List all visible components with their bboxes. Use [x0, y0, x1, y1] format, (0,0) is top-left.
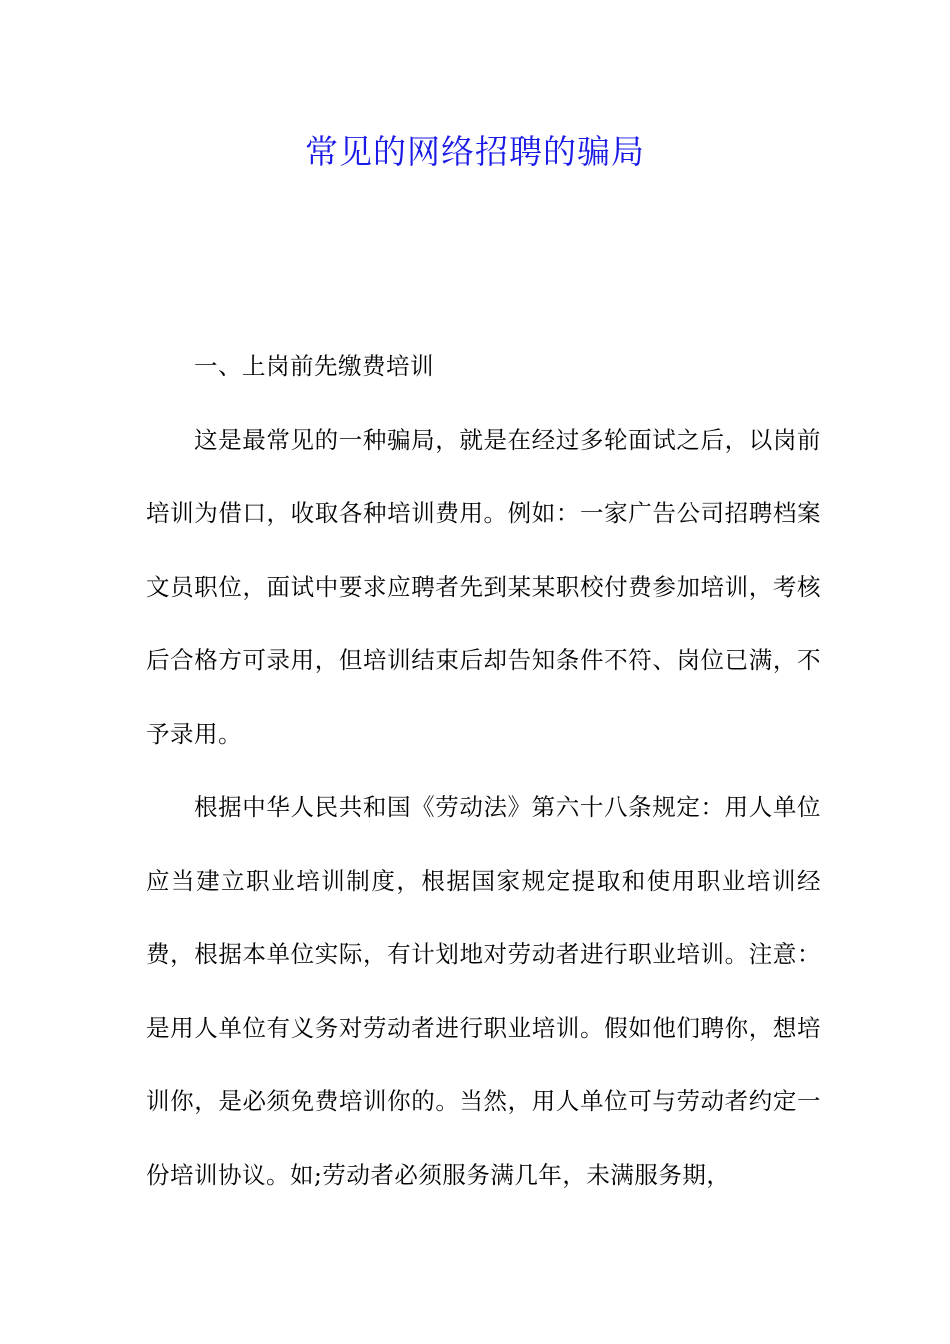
document-title: 常见的网络招聘的骗局: [305, 132, 645, 171]
body-paragraph: 这是最常见的一种骗局，就是在经过多轮面试之后，以岗前培训为借口，收取各种培训费用。例如：一家广告公司招聘档案文员职位，面试中要求应聘者先到某某职校付费参加培训，考核后合格方可录用，但培训结束后却告知条件不符、岗位已满，不予录用。: [146, 425, 821, 748]
body-paragraph: 根据中华人民共和国《劳动法》第六十八条规定：用人单位应当建立职业培训制度，根据国家规定提取和使用职业培训经费，根据本单位实际，有计划地对劳动者进行职业培训。注意：是用人单位有义务对劳动者进行职业培训。假如他们聘你，想培训你，是必须免费培训你的。当然，用人单位可与劳动者约定一份培训协议。如;劳动者必须服务满几年，未满服务期，: [146, 793, 821, 1189]
document-body: [146, 330, 821, 1212]
section-heading: 一、上岗前先缴费培训: [194, 352, 434, 380]
